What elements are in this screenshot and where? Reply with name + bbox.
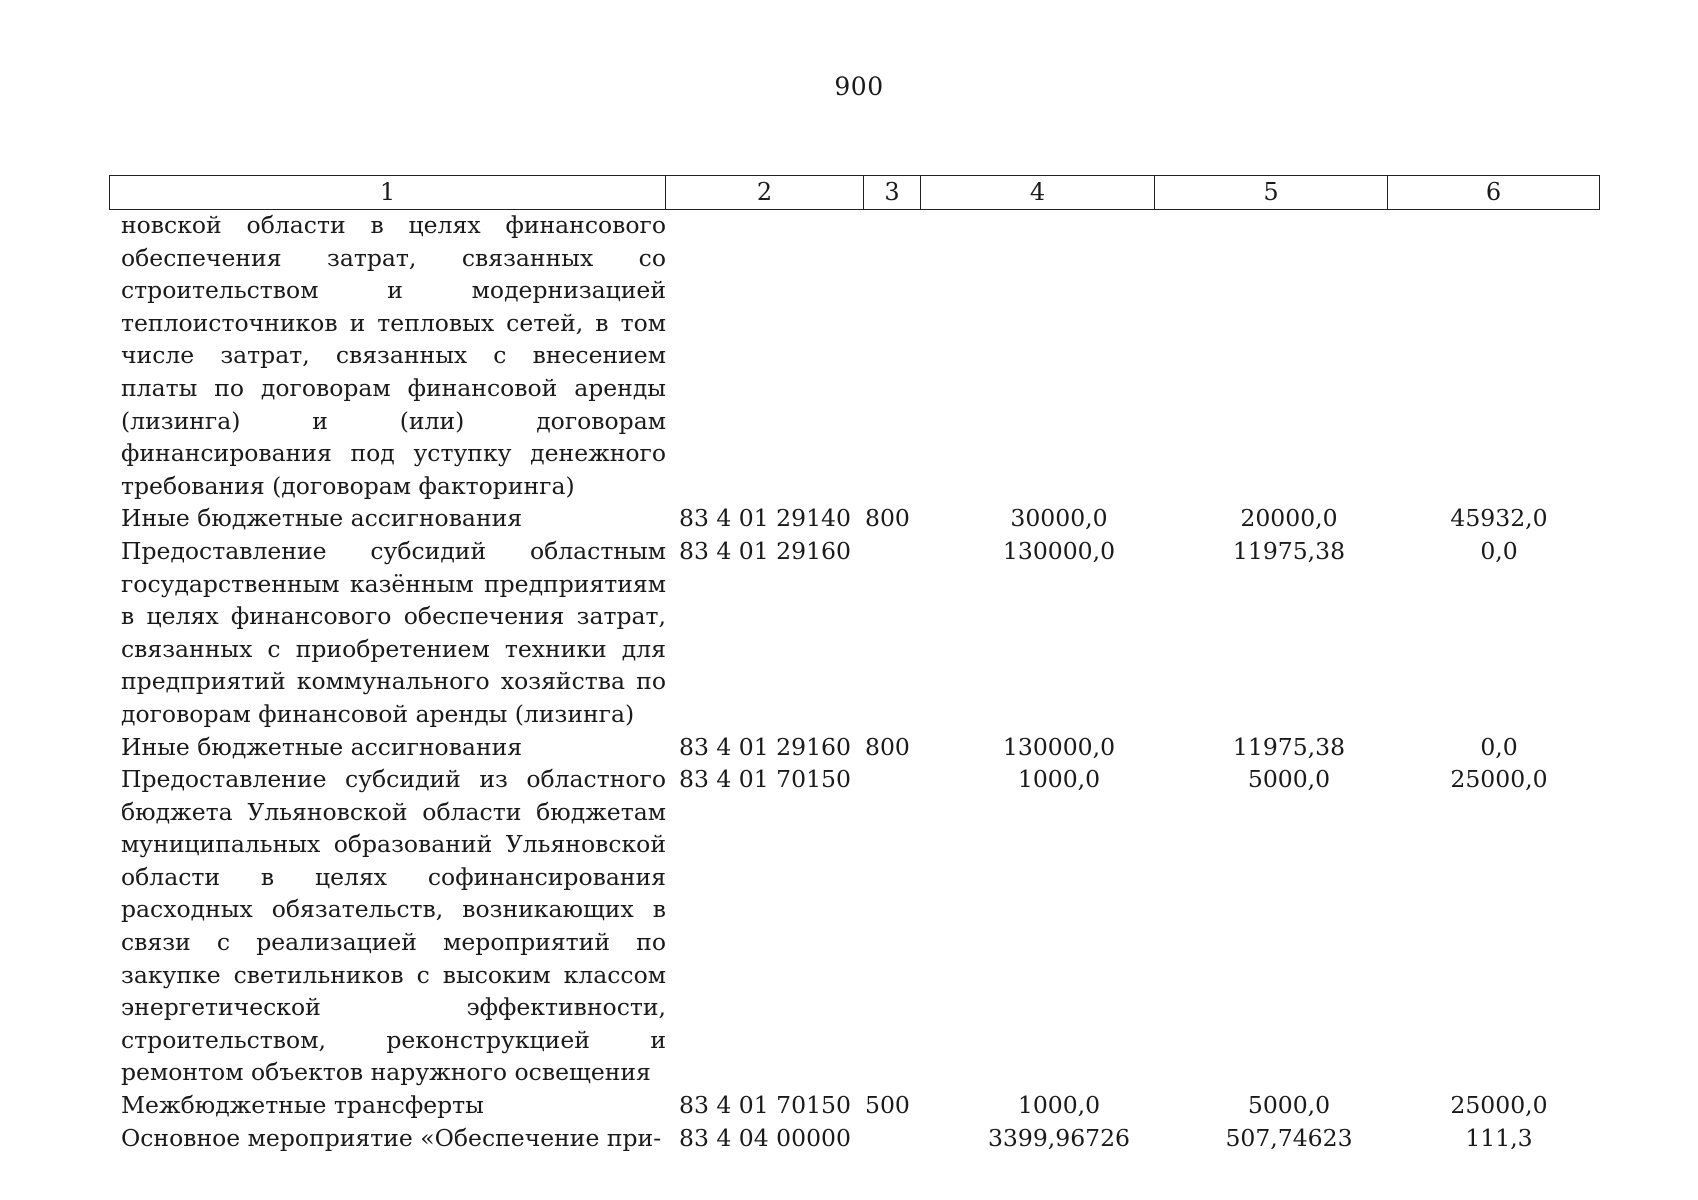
row-value-5: 5000,0 [1247, 765, 1331, 794]
row-value-6: 0,0 [1480, 732, 1518, 761]
table-row [109, 502, 1599, 535]
row-description: Основное мероприятие «Обеспечение при- [121, 1123, 662, 1152]
table-row [109, 1122, 1599, 1155]
row-value-6: 111,3 [1465, 1123, 1533, 1152]
row-code: 83 4 01 70150 [679, 1091, 851, 1120]
table-row [109, 209, 1599, 502]
table-body [109, 209, 1599, 1154]
row-description: Иные бюджетные ассигнования [121, 504, 523, 533]
table-row [109, 1089, 1599, 1122]
row-value-5: 11975,38 [1232, 732, 1346, 761]
row-value-4: 130000,0 [1002, 536, 1116, 565]
row-value-4: 1000,0 [1017, 1091, 1101, 1120]
table-row [109, 763, 1599, 1089]
row-description: новской области в целях финансового обеспечения затрат, связанных со строительством и модернизацией теплоисточников и тепловых сетей, в том числе затрат, связанных с внесением платы по договорам финансовой аренды (лизинга) и (или) договорам финансирования под уступку денежного требования (договорам факторинга) [121, 211, 666, 500]
row-description: Иные бюджетные ассигнования [121, 732, 523, 761]
row-value-5: 5000,0 [1247, 1091, 1331, 1120]
row-value-4: 3399,96726 [987, 1123, 1131, 1152]
row-code: 83 4 01 29160 [679, 732, 851, 761]
row-description: Предоставление субсидий из областного бюджета Ульяновской области бюджетам муниципальных образований Ульяновской области в целях софинансирования расходных обязательств, возникающих в связи с реализацией мероприятий по закупке светильников с высоким классом энергетической эффективности, строительством, реконструкцией и ремонтом объектов наружного освещения [121, 765, 666, 1087]
header-col-2: 2 [666, 176, 864, 210]
row-code: 83 4 01 29140 [679, 504, 851, 533]
header-col-4: 4 [921, 176, 1155, 210]
row-code: 83 4 04 00000 [679, 1123, 851, 1152]
row-value-6: 45932,0 [1450, 504, 1548, 533]
row-value-6: 0,0 [1480, 536, 1518, 565]
row-type: 500 [865, 1091, 910, 1120]
table-row [109, 731, 1599, 764]
row-value-6: 25000,0 [1450, 1091, 1548, 1120]
header-row [110, 176, 1600, 210]
header-col-1: 1 [110, 176, 666, 210]
row-value-4: 130000,0 [1002, 732, 1116, 761]
row-code: 83 4 01 29160 [679, 536, 851, 565]
header-col-3: 3 [864, 176, 921, 210]
row-value-6: 25000,0 [1450, 765, 1548, 794]
page-number: 900 [834, 72, 884, 101]
row-code: 83 4 01 70150 [679, 765, 851, 794]
row-value-5: 507,74623 [1225, 1123, 1353, 1152]
row-value-4: 1000,0 [1017, 765, 1101, 794]
row-description: Межбюджетные трансферты [121, 1091, 484, 1120]
row-value-5: 20000,0 [1240, 504, 1338, 533]
row-value-4: 30000,0 [1010, 504, 1108, 533]
row-type: 800 [865, 504, 910, 533]
table-row [109, 535, 1599, 731]
table-header [109, 175, 1600, 210]
row-type: 800 [865, 732, 910, 761]
row-value-5: 11975,38 [1232, 536, 1346, 565]
row-description: Предоставление субсидий областным государственным казённым предприятиям в целях финансового обеспечения затрат, связанных с приобретением техники для предприятий коммунального хозяйства по договорам финансовой аренды (лизинга) [121, 536, 666, 728]
header-col-6: 6 [1388, 176, 1600, 210]
header-col-5: 5 [1155, 176, 1388, 210]
